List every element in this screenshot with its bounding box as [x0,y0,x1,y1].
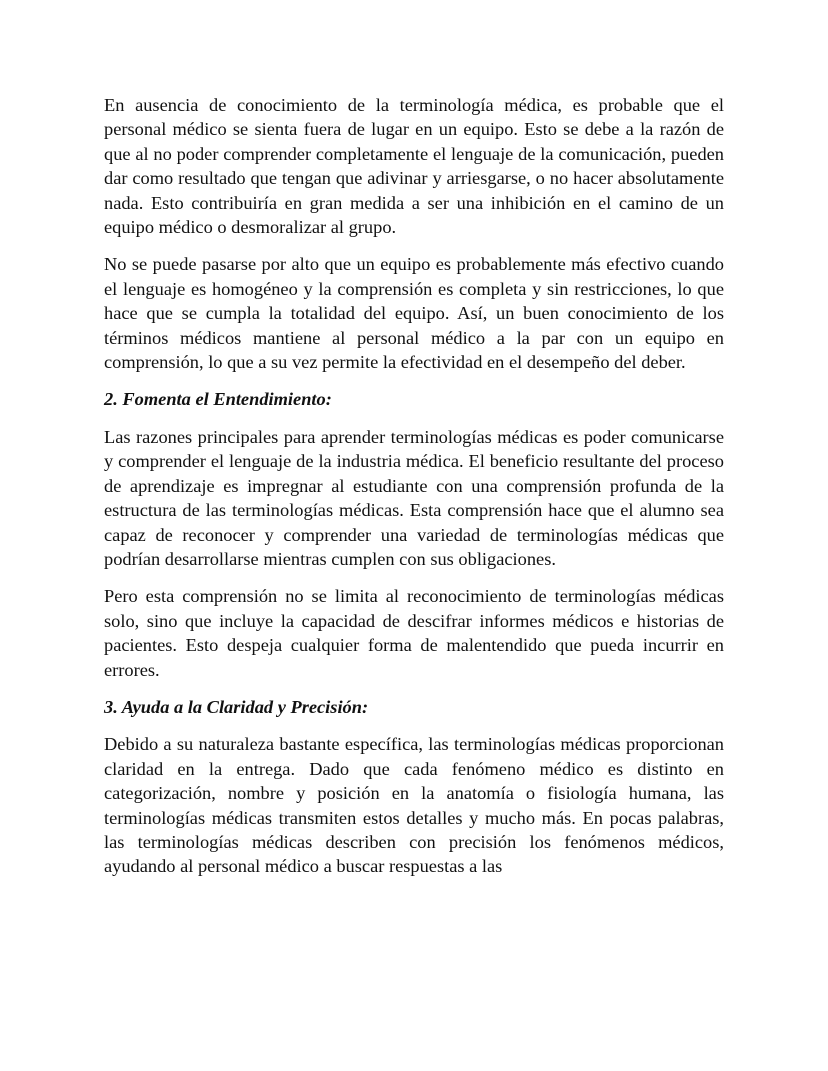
section-heading-entendimiento: 2. Fomenta el Entendimiento: [104,389,332,410]
paragraph-descifrar-informes: Pero esta comprensión no se limita al reconocimiento de terminologías médicas solo, sino que incluye la capacidad de descifrar informes médicos e historias de pacientes. Esto despeja cualquier forma de malentendido que pueda incurrir en errores. [104,586,724,680]
section-heading-claridad: 3. Ayuda a la Claridad y Precisión: [104,696,369,717]
paragraph-naturaleza-especifica: Debido a su naturaleza bastante específica, las terminologías médicas proporcionan claridad en la entrega. Dado que cada fenómeno médico es distinto en categorización, nombre y posición en la anatomía o fisiología humana, las terminologías médicas transmiten estos detalles y mucho más. En pocas palabras, las terminologías médicas describen con precisión los fenómenos médicos, ayudando al personal médico a buscar respuestas a las [104,734,724,877]
paragraph-razones-aprender: Las razones principales para aprender terminologías médicas es poder comunicarse y comprender el lenguaje de la industria médica. El beneficio resultante del proceso de aprendizaje es impregnar al estudiante con una comprensión profunda de la estructura de las terminologías médicas. Esta comprensión hace que el alumno sea capaz de reconocer y comprender una variedad de terminologías médicas que podrían desarrollarse mientras cumplen con sus obligaciones. [104,426,724,569]
paragraph-equipo-efectivo: No se puede pasarse por alto que un equipo es probablemente más efectivo cuando el lenguaje es homogéneo y la comprensión es completa y sin restricciones, lo que hace que se cumpla la totalidad del equipo. Así, un buen conocimiento de los términos médicos mantiene al personal médico a la par con un equipo en comprensión, lo que a su vez permite la efectividad en el desempeño del deber. [104,254,724,373]
document-page [104,93,724,879]
paragraph-sin-terminologia: En ausencia de conocimiento de la terminología médica, es probable que el personal médico se sienta fuera de lugar en un equipo. Esto se debe a la razón de que al no poder comprender completamente el lenguaje de la comunicación, pueden dar como resultado que tengan que adivinar y arriesgarse, o no hacer absolutamente nada. Esto contribuiría en gran medida a ser una inhibición en el camino de un equipo médico o desmoralizar al grupo. [104,95,724,238]
